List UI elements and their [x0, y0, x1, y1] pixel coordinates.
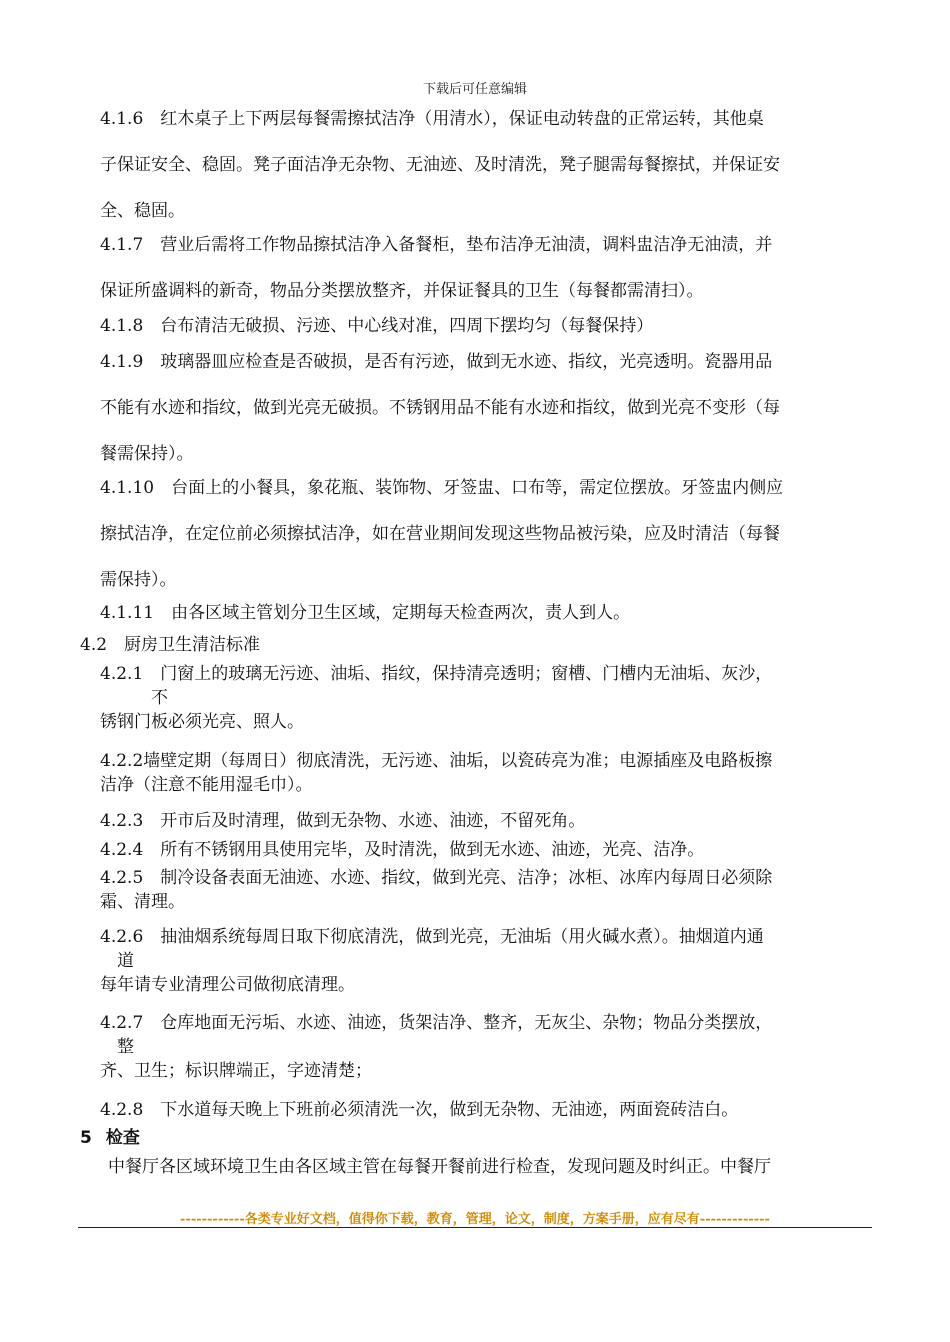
text-line: 4.2.5 制冷设备表面无油迹、水迹、指纹，做到光亮、洁净；冰柜、冰库内每周日必须除: [100, 868, 773, 888]
text-line: 全、稳固。: [100, 201, 185, 221]
section-number: 5: [80, 1128, 92, 1148]
promo-banner: ------------各类专业好文档，值得你下载，教育，管理，论文，制度，方案手册，应有尽有-------------: [180, 1212, 770, 1227]
text-line: 4.1.7 营业后需将工作物品擦拭洁净入备餐柜，垫布洁净无油渍，调料盅洁净无油渍，并: [100, 235, 773, 255]
text-line: 擦拭洁净，在定位前必须擦拭洁净，如在营业期间发现这些物品被污染，应及时清洁（每餐: [100, 524, 780, 544]
text-line: 保证所盛调料的新奇，物品分类摆放整齐，并保证餐具的卫生（每餐都需清扫）。: [100, 281, 704, 301]
text-line: 整: [100, 1037, 134, 1057]
text-line: 中餐厅各区域环境卫生由各区域主管在每餐开餐前进行检查，发现问题及时纠正。中餐厅: [108, 1157, 771, 1177]
text-line: 4.1.10 台面上的小餐具，象花瓶、装饰物、牙签盅、口布等，需定位摆放。牙签盅内侧应: [100, 478, 784, 498]
paragraph-4-1-9: [100, 339, 870, 477]
text-line: 4.2.6 抽油烟系统每周日取下彻底清洗，做到光亮，无油垢（用火碱水煮）。抽烟道内通: [100, 927, 764, 947]
footer-divider: [78, 1227, 872, 1228]
text-line: 4.1.6 红木桌子上下两层每餐需擦拭洁净（用清水），保证电动转盘的正常运转，其他桌: [100, 109, 764, 129]
text-line: 锈钢门板必须光亮、照人。: [100, 712, 304, 732]
text-line: 4.1.11 由各区域主管划分卫生区域，定期每天检查两次，责人到人。: [100, 603, 631, 623]
text-line: 每年请专业清理公司做彻底清理。: [100, 975, 355, 995]
paragraph-4-2-2: [100, 749, 870, 797]
text-line: 4.1.8 台布清洁无破损、污迹、中心线对准，四周下摆均匀（每餐保持）: [100, 316, 654, 336]
paragraph-4-1-7: [100, 222, 870, 314]
paragraph-4-1-11: [100, 590, 870, 636]
text-line: 4.1.9 玻璃器皿应检查是否破损，是否有污迹，做到无水迹、指纹，光亮透明。瓷器用品: [100, 352, 773, 372]
text-line: 4.2.8 下水道每天晚上下班前必须清洗一次，做到无杂物、无油迹，两面瓷砖洁白。: [100, 1100, 739, 1120]
section-4-2-heading: 4.2 厨房卫生清洁标准: [80, 635, 261, 655]
paragraph-4-1-10: [100, 465, 870, 603]
paragraph-4-2-5: [100, 866, 870, 914]
text-line: 道: [100, 951, 134, 971]
paragraph-4-1-6: [100, 96, 870, 234]
text-line: 不能有水迹和指纹，做到光亮无破损。不锈钢用品不能有水迹和指纹，做到光亮不变形（每: [100, 398, 780, 418]
text-line: 需保持）。: [100, 570, 177, 590]
text-line: 4.2.7 仓库地面无污垢、水迹、油迹，货架洁净、整齐，无灰尘、杂物；物品分类摆放，: [100, 1013, 773, 1033]
paragraph-4-2-8: [100, 1098, 870, 1122]
text-line: 4.2.3 开市后及时清理，做到无杂物、水迹、油迹，不留死角。: [100, 811, 586, 831]
paragraph-4-2-6: [100, 925, 870, 997]
text-line: 子保证安全、稳固。凳子面洁净无杂物、无油迹、及时清洗，凳子腿需每餐擦拭，并保证安: [100, 155, 780, 175]
text-line: 4.2.2墙壁定期（每周日）彻底清洗，无污迹、油垢，以瓷砖亮为准；电源插座及电路板擦: [100, 751, 773, 771]
paragraph-4-2-7: [100, 1011, 870, 1083]
section-title: 检查: [105, 1128, 140, 1148]
paragraph-4-2-1: [100, 662, 870, 734]
text-line: 齐、卫生；标识牌端正，字迹清楚；: [100, 1061, 372, 1081]
text-line: 4.2.4 所有不锈钢用具使用完毕，及时清洗，做到无水迹、油迹，光亮、洁净。: [100, 840, 705, 860]
paragraph-4-2-3: [100, 809, 870, 833]
text-line: 不: [100, 688, 168, 708]
text-line: 霜、清理。: [100, 892, 185, 912]
paragraph-4-2-4: [100, 838, 870, 862]
page-header: 下载后可任意编辑: [422, 82, 527, 97]
section-5-heading: [80, 1126, 140, 1150]
text-line: 4.2.1 门窗上的玻璃无污迹、油垢、指纹，保持清亮透明；窗槽、门槽内无油垢、灰沙，: [100, 664, 773, 684]
paragraph-5-body: [108, 1155, 878, 1179]
text-line: 餐需保持）。: [100, 444, 194, 464]
text-line: 洁净（注意不能用湿毛巾）。: [100, 775, 313, 795]
